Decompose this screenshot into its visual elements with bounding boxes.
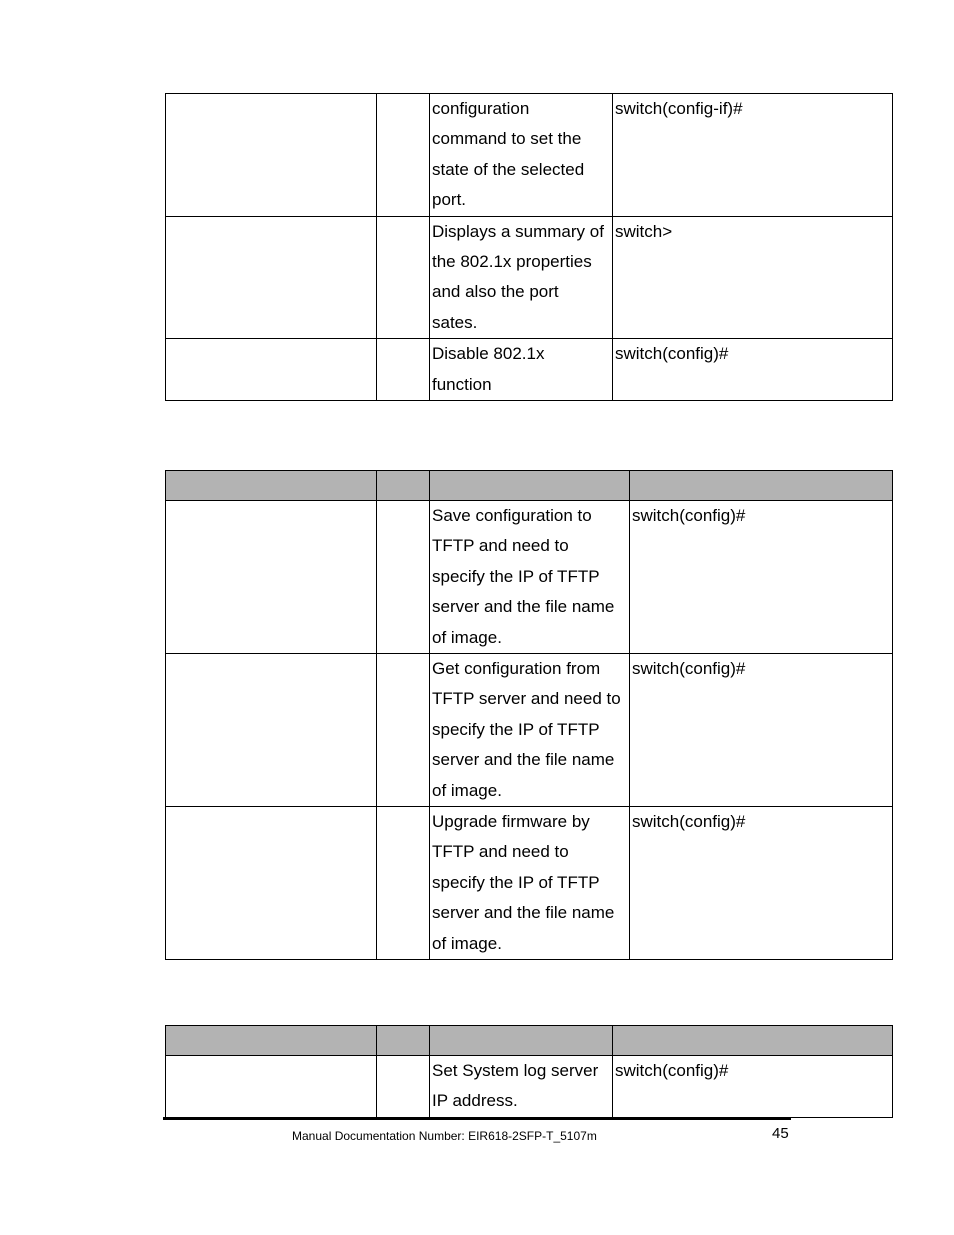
mode-cell xyxy=(630,807,893,960)
description-cell xyxy=(430,1056,613,1118)
description-cell xyxy=(430,339,613,401)
command-cell xyxy=(166,1056,377,1118)
header-cell xyxy=(630,471,893,501)
command-cell xyxy=(166,654,377,807)
mode-cell xyxy=(613,339,893,401)
description-text: Set System log server IP address. xyxy=(432,1061,599,1111)
table-header-row xyxy=(166,1026,893,1056)
description-cell xyxy=(430,654,630,807)
parameter-cell xyxy=(377,807,430,960)
header-cell xyxy=(377,1026,430,1056)
description-text: Upgrade firmware by TFTP and need to specify the IP of TFTP server and the file name of image. xyxy=(432,812,615,953)
table-row xyxy=(166,807,893,960)
mode-text: switch(config-if)# xyxy=(615,99,743,118)
mode-cell xyxy=(630,654,893,807)
table-row xyxy=(166,216,893,339)
mode-text: switch(config)# xyxy=(632,659,746,679)
mode-cell xyxy=(613,216,893,339)
parameter-cell xyxy=(377,501,430,654)
command-cell xyxy=(166,807,377,960)
page-number: 45 xyxy=(772,1125,789,1142)
parameter-cell xyxy=(377,1056,430,1118)
command-cell xyxy=(166,339,377,401)
table-row xyxy=(166,1056,893,1118)
table-row xyxy=(166,501,893,654)
footer-doc-number: Manual Documentation Number: EIR618-2SFP-T_5107m xyxy=(292,1129,597,1143)
table-row xyxy=(166,654,893,807)
mode-text: switch> xyxy=(615,221,673,241)
description-cell xyxy=(430,501,630,654)
description-cell xyxy=(430,807,630,960)
description-text: configuration command to set the state of the selected port. xyxy=(432,99,585,210)
mode-cell xyxy=(613,94,893,217)
header-cell xyxy=(166,471,377,501)
header-cell xyxy=(613,1026,893,1056)
header-cell xyxy=(377,471,430,501)
mode-text: switch(config)# xyxy=(615,344,729,364)
description-cell xyxy=(430,94,613,217)
command-table-tftp xyxy=(165,470,893,960)
command-cell xyxy=(166,216,377,339)
parameter-cell xyxy=(377,216,430,339)
footer-divider xyxy=(163,1117,791,1120)
command-cell xyxy=(166,501,377,654)
parameter-cell xyxy=(377,94,430,217)
parameter-cell xyxy=(377,339,430,401)
header-cell xyxy=(166,1026,377,1056)
command-table-syslog xyxy=(165,1025,893,1118)
mode-text: switch(config)# xyxy=(632,812,746,832)
description-text: Save configuration to TFTP and need to specify the IP of TFTP server and the file name of image. xyxy=(432,506,615,647)
command-table-8021x xyxy=(165,93,893,401)
table-row xyxy=(166,94,893,217)
description-text: Disable 802.1x function xyxy=(432,344,545,394)
header-cell xyxy=(430,1026,613,1056)
command-cell xyxy=(166,94,377,217)
mode-text: switch(config)# xyxy=(632,506,746,525)
mode-text: switch(config)# xyxy=(615,1061,729,1080)
description-text: Get configuration from TFTP server and need to specify the IP of TFTP server and the file name of image. xyxy=(432,659,621,800)
description-cell xyxy=(430,216,613,339)
table-header-row xyxy=(166,471,893,501)
table-row xyxy=(166,339,893,401)
description-text: Displays a summary of the 802.1x properties and also the port sates. xyxy=(432,221,604,332)
parameter-cell xyxy=(377,654,430,807)
header-cell xyxy=(430,471,630,501)
mode-cell xyxy=(630,501,893,654)
mode-cell xyxy=(613,1056,893,1118)
